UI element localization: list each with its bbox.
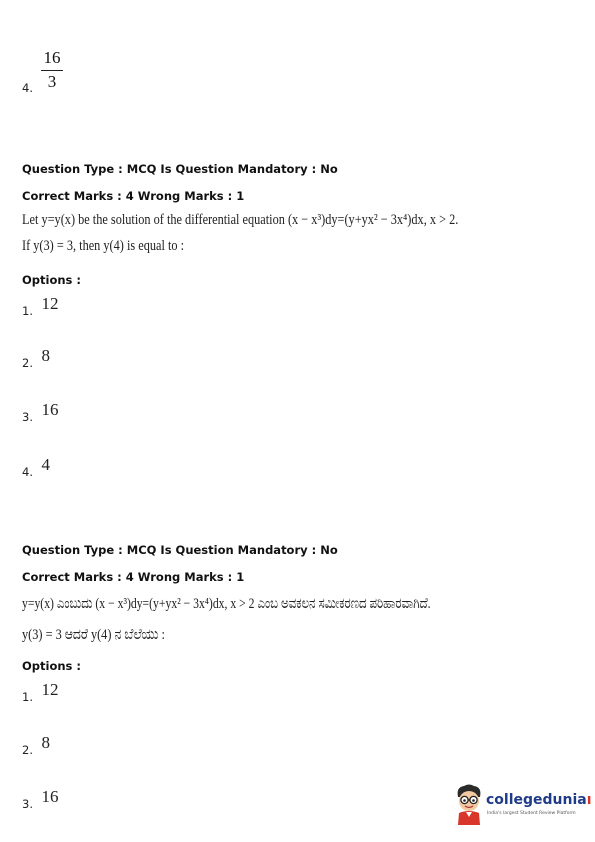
option-value: 16 xyxy=(41,400,59,419)
option-3[interactable] xyxy=(22,787,59,811)
options-label: Options : xyxy=(22,273,81,287)
collegedunia-logo: collegeduniaı India's largest Student Review Platform xyxy=(452,783,587,825)
option-number: 1. xyxy=(22,304,33,318)
option-4[interactable] xyxy=(22,455,50,479)
fraction-bar xyxy=(41,70,63,71)
option-number: 4. xyxy=(22,465,33,479)
logo-tagline: India's largest Student Review Platform xyxy=(487,811,576,816)
question-text-line2: y(3) = 3 ಆದರೆ y(4) ನ ಬೆಲೆಯು : xyxy=(22,627,165,643)
option-2[interactable] xyxy=(22,346,50,370)
option-value: 8 xyxy=(41,346,50,365)
option-number: 4. xyxy=(22,81,33,95)
option-value: 16 xyxy=(41,787,59,806)
option-number: 3. xyxy=(22,797,33,811)
option-number: 2. xyxy=(22,356,33,370)
mascot-icon xyxy=(452,783,486,825)
option-value: 12 xyxy=(41,680,59,699)
fraction-numerator: 16 xyxy=(43,48,61,67)
option-value: 8 xyxy=(41,733,50,752)
question-meta-marks: Correct Marks : 4 Wrong Marks : 1 xyxy=(22,189,245,203)
options-label: Options : xyxy=(22,659,81,673)
option-value: 4 xyxy=(41,455,50,474)
option-number: 2. xyxy=(22,743,33,757)
question-meta-marks: Correct Marks : 4 Wrong Marks : 1 xyxy=(22,570,245,584)
question-meta-type: Question Type : MCQ Is Question Mandatory : No xyxy=(22,162,338,176)
question-text-line1: y=y(x) ಎಂಬುದು (x − x³)dy=(y+yx² − 3x⁴)dx, x > 2 ಎಂಬ ಅವಕಲನ ಸಮೀಕರಣದ ಪರಿಹಾರವಾಗಿದೆ. xyxy=(22,596,431,612)
option-number: 1. xyxy=(22,690,33,704)
question-text-line1: Let y=y(x) be the solution of the differential equation (x − x³)dy=(y+yx² − 3x⁴)dx, x > 2. xyxy=(22,212,459,228)
option-value: 12 xyxy=(41,294,59,313)
option-number: 3. xyxy=(22,410,33,424)
option-1[interactable] xyxy=(22,294,59,318)
option-2[interactable] xyxy=(22,733,50,757)
question-meta-type: Question Type : MCQ Is Question Mandatory : No xyxy=(22,543,338,557)
fraction-denominator: 3 xyxy=(47,72,57,91)
logo-name: collegedunia xyxy=(486,792,587,808)
question-text-line2: If y(3) = 3, then y(4) is equal to : xyxy=(22,238,185,254)
option-1[interactable] xyxy=(22,680,59,704)
option-3[interactable] xyxy=(22,400,59,424)
